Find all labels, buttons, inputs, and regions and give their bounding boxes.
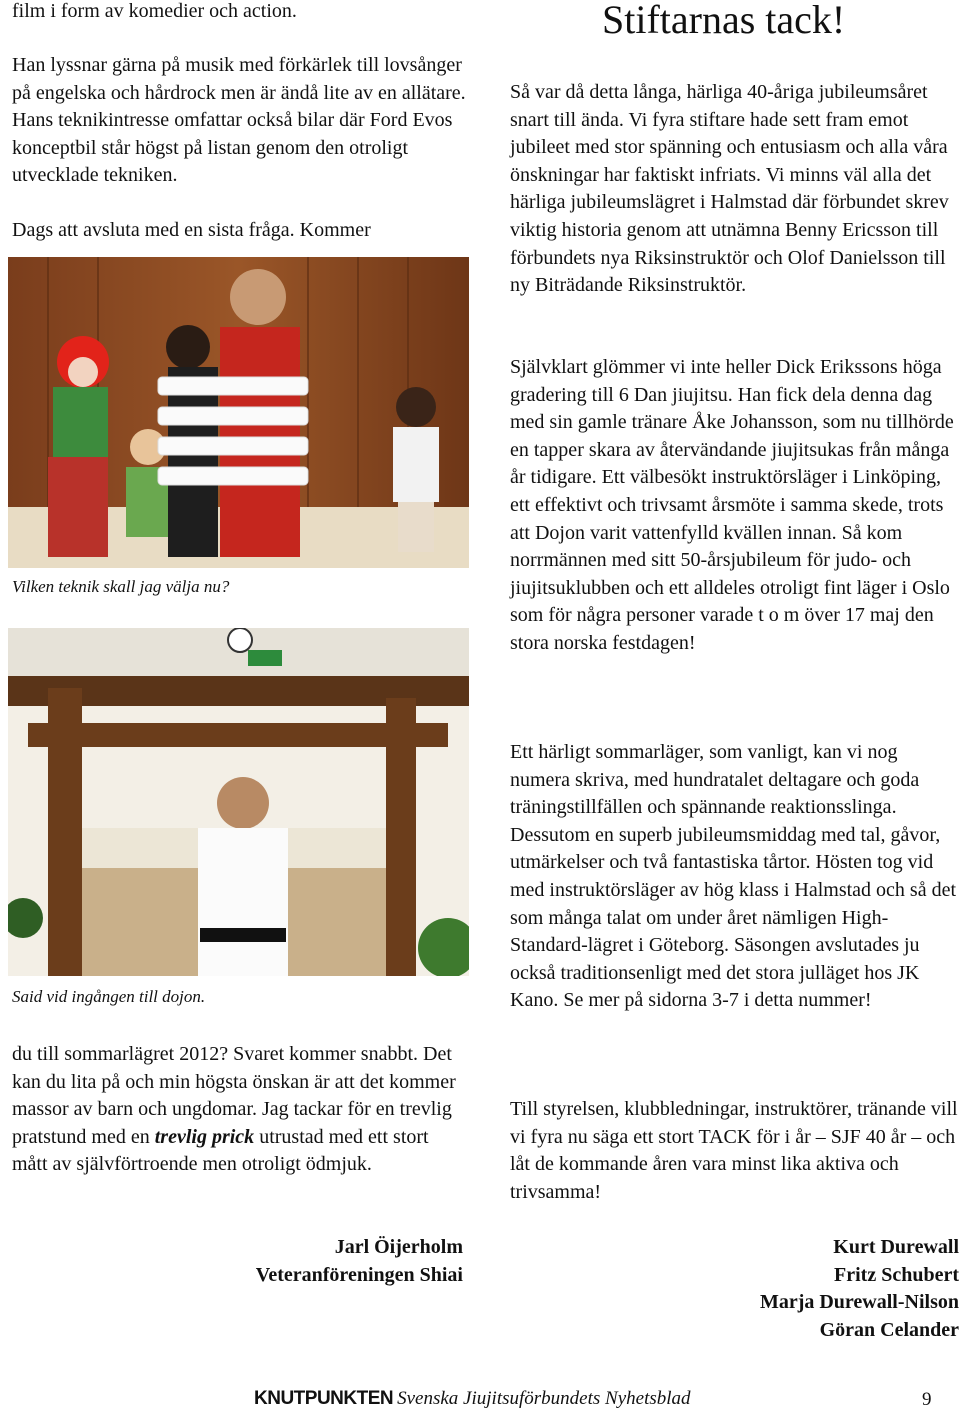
newsletter-brand: KNUTPUNKTEN [254,1388,394,1409]
party-photo [8,257,469,568]
paragraph: Dags att avsluta med en sista fråga. Kommer [12,219,371,241]
signature-name: Göran Celander [819,1318,959,1341]
photo-caption: Vilken teknik skall jag välja nu? [12,577,230,596]
paragraph: Han lyssnar gärna på musik med förkärlek till lovsånger på engelska och hårdrock men är ändå lite av en allätare. Hans teknikintresse omfattar också bilar där Ford Evos konceptbil står högst på listan genom den otroligt utvecklade tekniken. [12,54,466,187]
emphasis-text: trevlig prick [154,1125,255,1148]
signature-name: Jarl Öijerholm [334,1236,463,1258]
dojo-photo [8,628,469,976]
signature-name: Kurt Durewall [833,1236,959,1258]
paragraph: Ett härligt sommarläger, som vanligt, kan vi nog numera skriva, med hundratalet deltagare och goda träningstillfällen och spännande reaktionsslinga. Dessutom en superb jubileumsmiddag med tal, gåvor, utmärkelser och två fantastiska tårtor. Hösten tog vid med instruktörsläger av hög klass i Halmstad och så det som många talat om under året nämligen High-Standard-lägret i Göteborg. Säsongen avslutades ju också traditionsenligt med det stora julläget hos JK Kano. Se mer på sidorna 3-7 i detta nummer! [510,741,957,1012]
article-heading: Stiftarnas tack! [602,0,846,42]
signature-name: Marja Durewall-Nilson [759,1291,959,1314]
footer [254,1388,691,1410]
text-run: utrustad med ett stort mått av självförtroende men otroligt ödmjuk. [12,1125,429,1176]
paragraph: Så var då detta långa, härliga 40-åriga jubileumsåret snart till ända. Vi fyra stiftare hade sett fram emot jubileet med stor spänning och entusiasm och alla våra önskningar har faktiskt infriats. Vi minns väl alla det härliga jubileumslägret i Halmstad där förbundet skrev viktig historia genom att utnämna Benny Ericsson till förbundets nya Riksinstruktör och Olof Danielsson till ny Biträdande Riksinstruktör. [510,81,949,297]
photo-caption: Said vid ingången till dojon. [12,987,206,1006]
signature-org: Veteranföreningen Shiai [255,1263,463,1286]
signature-block [12,1234,463,1289]
intro-text: film i form av komedier och action. [12,0,297,22]
paragraph: Självklart glömmer vi inte heller Dick Erikssons höga gradering till 6 Dan jiujitsu. Han fick dela denna dag med sin gamle tränare Åke Johansson, som nu tillhörde en tapper skara av återvändande jiujitsukas från många år tidigare. Ett välbesökt instruktörsläger i Linköping, ett effektivt och trivsamt årsmöte i samma skede, trots att Dojon varit vattenfylld kvällen innan. Så kom norrmännen med sitt 50-årsjubileum för judo- och jiujitsuklubben och ett alldeles otroligt fint läger i Oslo som för några personer varade t o m över 17 maj den stora norska festdagen! [510,356,954,654]
text-run: du till sommarlägret 2012? Svaret kommer snabbt. Det kan du lita på och min högsta önskan är att det kommer massor av barn och ungdomar. Jag tackar för en trevlig pratstund med en [12,1043,456,1148]
signature-block [510,1234,959,1344]
paragraph: Till styrelsen, klubbledningar, instruktörer, tränande vill vi fyra nu säga ett stort TACK för i år – SJF 40 år – och låt de kommande åren vara minst lika aktiva och trivsamma! [510,1098,958,1203]
newsletter-subtitle: Svenska Jiujitsuförbundets Nyhetsblad [397,1388,691,1409]
signature-name: Fritz Schubert [834,1263,959,1286]
page-number: 9 [922,1389,932,1410]
paragraph [12,1041,467,1179]
